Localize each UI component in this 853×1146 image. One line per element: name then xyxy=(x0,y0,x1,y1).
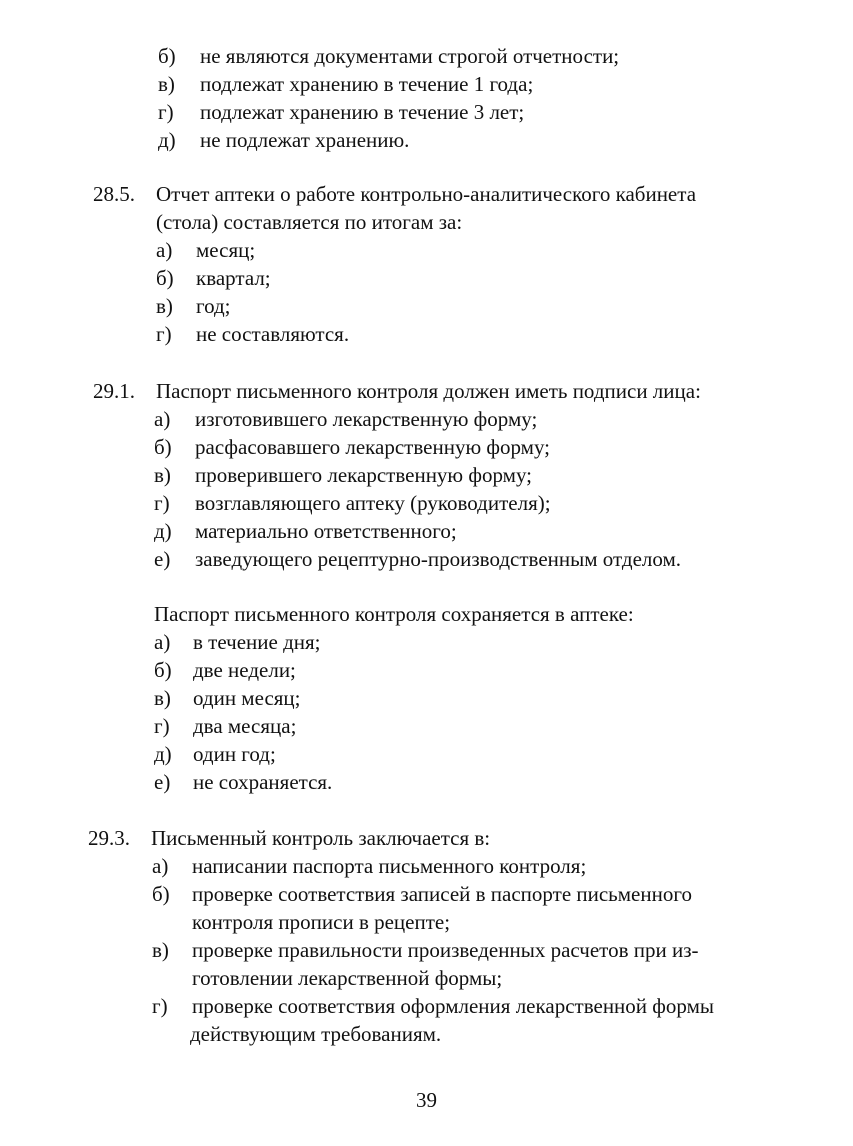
option-letter: а) xyxy=(154,630,171,654)
option-text-line-1: проверке соответствия записей в паспорте письменного xyxy=(192,882,692,906)
option-text-line-2: готовлении лекарственной формы; xyxy=(192,966,503,990)
option-text: подлежат хранению в течение 3 лет; xyxy=(200,100,525,124)
option-text: проверившего лекарственную форму; xyxy=(195,463,533,487)
option-text: подлежат хранению в течение 1 года; xyxy=(200,72,534,96)
question-text: Письменный контроль заключается в: xyxy=(151,826,491,850)
option-text: две недели; xyxy=(193,658,296,682)
option-letter: б) xyxy=(154,658,172,682)
option-text: не являются документами строгой отчетности; xyxy=(200,44,620,68)
option-text: не составляются. xyxy=(196,322,350,346)
option-letter: е) xyxy=(154,547,171,571)
option-text: год; xyxy=(196,294,231,318)
option-text: материально ответственного; xyxy=(195,519,457,543)
option-letter: в) xyxy=(152,938,169,962)
option-text: не подлежат хранению. xyxy=(200,128,410,152)
option-letter: б) xyxy=(156,266,174,290)
option-text: возглавляющего аптеку (руководителя); xyxy=(195,491,551,515)
option-letter: в) xyxy=(154,686,171,710)
option-text: в течение дня; xyxy=(193,630,321,654)
option-letter: б) xyxy=(158,44,176,68)
option-text: не сохраняется. xyxy=(193,770,333,794)
question-text-line-2: (стола) составляется по итогам за: xyxy=(156,210,463,234)
question-number: 29.1. xyxy=(93,379,135,403)
option-letter: г) xyxy=(158,100,174,124)
option-letter: г) xyxy=(154,714,170,738)
option-text: два месяца; xyxy=(193,714,297,738)
option-letter: г) xyxy=(152,994,168,1018)
option-letter: д) xyxy=(154,742,172,766)
option-letter: в) xyxy=(156,294,173,318)
question-number: 29.3. xyxy=(88,826,130,850)
option-letter: а) xyxy=(156,238,173,262)
option-text-line-1: проверке соответствия оформления лекарственной формы xyxy=(192,994,714,1018)
option-text: месяц; xyxy=(196,238,256,262)
option-letter: а) xyxy=(154,407,171,431)
question-text: Паспорт письменного контроля сохраняется в аптеке: xyxy=(154,602,634,626)
option-letter: б) xyxy=(152,882,170,906)
option-text: квартал; xyxy=(196,266,271,290)
question-text-line-1: Отчет аптеки о работе контрольно-аналитического кабинета xyxy=(156,182,697,206)
option-text: изготовившего лекарственную форму; xyxy=(195,407,538,431)
option-text-line-2: действующим требованиям. xyxy=(190,1022,442,1046)
option-letter: г) xyxy=(156,322,172,346)
option-text-line-1: проверке правильности произведенных расчетов при из- xyxy=(192,938,699,962)
option-letter: а) xyxy=(152,854,169,878)
option-letter: г) xyxy=(154,491,170,515)
option-text: один месяц; xyxy=(193,686,301,710)
option-letter: д) xyxy=(154,519,172,543)
option-text: расфасовавшего лекарственную форму; xyxy=(195,435,551,459)
question-text: Паспорт письменного контроля должен иметь подписи лица: xyxy=(156,379,701,403)
option-letter: в) xyxy=(158,72,175,96)
option-letter: е) xyxy=(154,770,171,794)
question-number: 28.5. xyxy=(93,182,135,206)
option-text: написании паспорта письменного контроля; xyxy=(192,854,587,878)
option-text: один год; xyxy=(193,742,276,766)
page-number: 39 xyxy=(416,1088,437,1112)
option-text: заведующего рецептурно-производственным отделом. xyxy=(195,547,682,571)
option-letter: д) xyxy=(158,128,176,152)
option-text-line-2: контроля прописи в рецепте; xyxy=(192,910,451,934)
option-letter: в) xyxy=(154,463,171,487)
option-letter: б) xyxy=(154,435,172,459)
